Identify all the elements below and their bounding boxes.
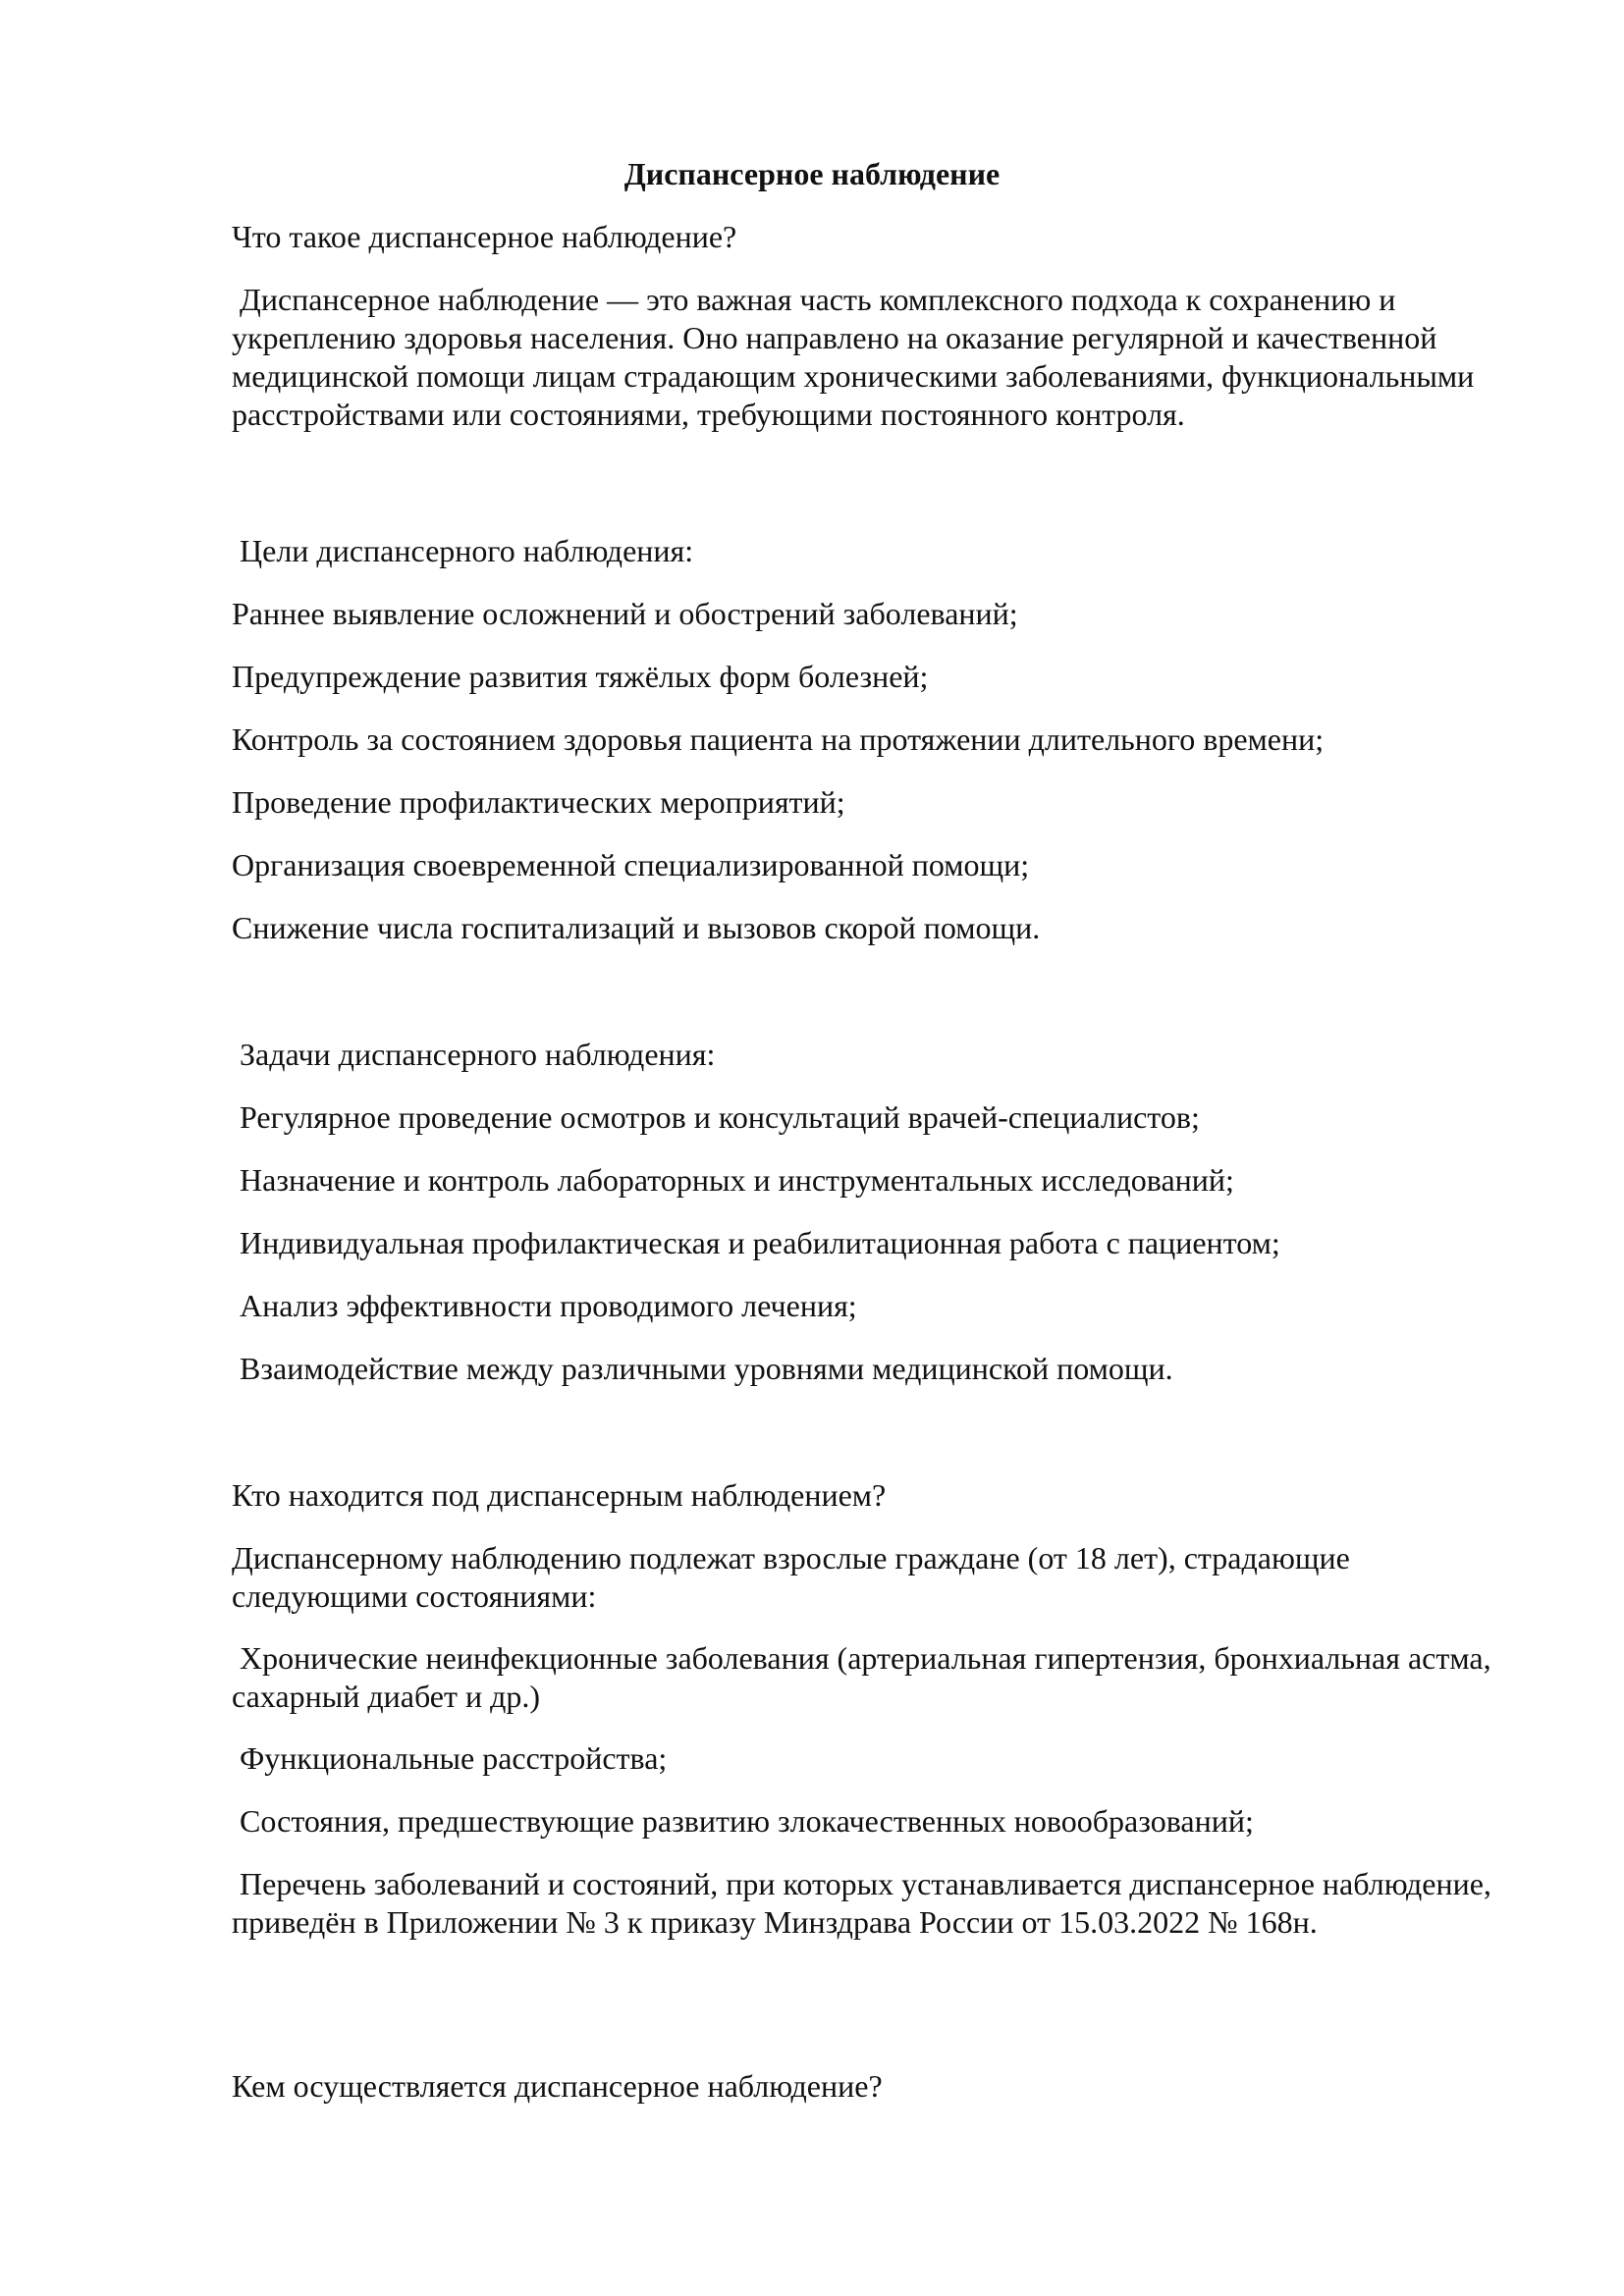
tasks-heading: Задачи диспансерного наблюдения: (232, 1037, 716, 1072)
task-item: Взаимодействие между различными уровнями медицинской помощи. (232, 1351, 1173, 1386)
definition-paragraph: Диспансерное наблюдение — это важная часть комплексного подхода к сохранению и укреплению здоровья населения. Оно направлено на оказание регулярной и качественной медицинской помощи лицам страдающим хроническими заболеваниями, функциональными расстройствами или состояниями, требующими постоянного контроля. (232, 282, 1483, 432)
question-who: Кто находится под диспансерным наблюдением? (232, 1477, 887, 1513)
condition-item: Перечень заболеваний и состояний, при которых устанавливается диспансерное наблюдение, приведён в Приложении № 3 к приказу Минздрава России от 15.03.2022 № 168н. (232, 1866, 1499, 1940)
goal-item: Снижение числа госпитализаций и вызовов скорой помощи. (232, 910, 1041, 945)
goal-item: Проведение профилактических мероприятий; (232, 784, 845, 820)
goals-heading: Цели диспансерного наблюдения: (232, 533, 694, 568)
goal-item: Организация своевременной специализированной помощи; (232, 847, 1030, 882)
condition-item: Состояния, предшествующие развитию злокачественных новообразований; (232, 1803, 1254, 1839)
task-item: Назначение и контроль лабораторных и инструментальных исследований; (232, 1162, 1234, 1198)
eligibility-paragraph: Диспансерному наблюдению подлежат взрослые граждане (от 18 лет), страдающие следующими состояниями: (232, 1540, 1358, 1614)
goal-item: Раннее выявление осложнений и обострений заболеваний; (232, 596, 1018, 631)
condition-item: Функциональные расстройства; (232, 1740, 668, 1776)
goal-item: Контроль за состоянием здоровья пациента на протяжении длительного времени; (232, 721, 1325, 757)
question-by-whom: Кем осуществляется диспансерное наблюдение? (232, 2068, 883, 2104)
document-title: Диспансерное наблюдение (623, 156, 1001, 191)
task-item: Индивидуальная профилактическая и реабилитационная работа с пациентом; (232, 1225, 1280, 1260)
task-item: Анализ эффективности проводимого лечения; (232, 1288, 857, 1323)
condition-item: Хронические неинфекционные заболевания (артериальная гипертензия, бронхиальная астма, сахарный диабет и др.) (232, 1640, 1499, 1714)
question-what-is: Что такое диспансерное наблюдение? (232, 219, 737, 254)
goal-item: Предупреждение развития тяжёлых форм болезней; (232, 659, 929, 694)
task-item: Регулярное проведение осмотров и консультаций врачей-специалистов; (232, 1099, 1200, 1135)
